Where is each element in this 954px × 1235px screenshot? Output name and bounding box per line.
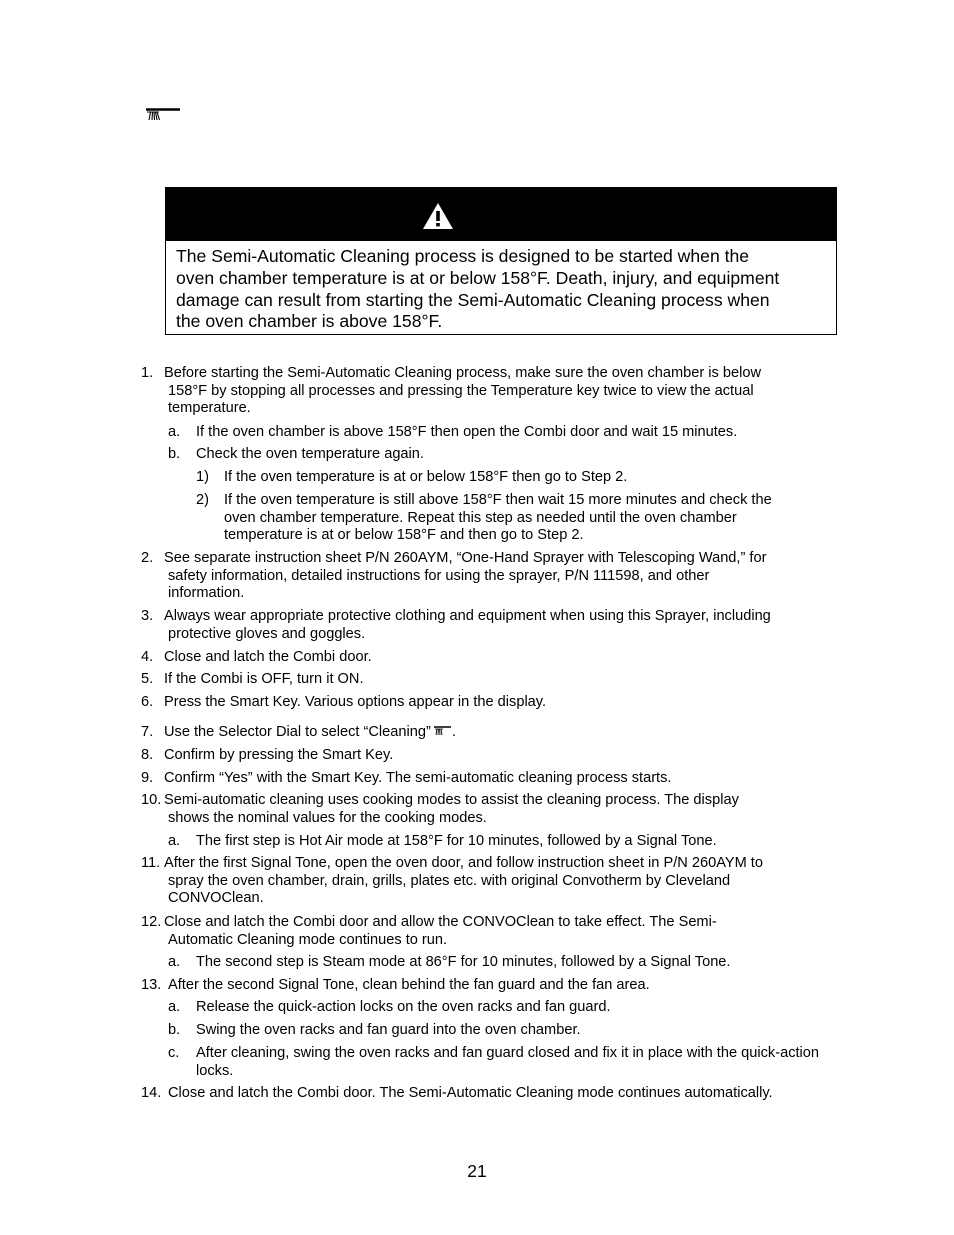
item-line: Press the Smart Key. Various options appear in the display. bbox=[164, 694, 547, 710]
item-marker: 4. bbox=[141, 649, 154, 665]
item-marker: 7. bbox=[141, 724, 154, 740]
item-marker: 10. bbox=[141, 792, 162, 808]
item-marker: a. bbox=[168, 954, 181, 970]
item-line: The first step is Hot Air mode at 158°F for 10 minutes, followed by a Signal Tone. bbox=[196, 833, 717, 849]
item-marker: 3. bbox=[141, 608, 154, 624]
page-number: 21 bbox=[467, 1161, 487, 1181]
item-line: Semi-automatic cleaning uses cooking modes to assist the cleaning process. The display bbox=[164, 792, 739, 808]
item-suffix: . bbox=[451, 724, 456, 740]
item-line: Confirm “Yes” with the Smart Key. The semi-automatic cleaning process starts. bbox=[164, 770, 672, 786]
item-marker: 8. bbox=[141, 747, 154, 763]
item-line: shows the nominal values for the cooking modes. bbox=[168, 809, 487, 826]
item-line: If the Combi is OFF, turn it ON. bbox=[164, 671, 364, 687]
item-marker: 9. bbox=[141, 770, 154, 786]
item-line: After the first Signal Tone, open the oven door, and follow instruction sheet in P/N 260AYM to bbox=[164, 855, 763, 871]
item-line: Close and latch the Combi door. bbox=[164, 649, 372, 665]
item-line: Release the quick-action locks on the oven racks and fan guard. bbox=[196, 999, 611, 1015]
item-line: temperature is at or below 158°F and then go to Step 2. bbox=[224, 527, 584, 544]
item-line: After cleaning, swing the oven racks and fan guard closed and fix it in place with the quick-action bbox=[196, 1045, 820, 1061]
item-line: If the oven temperature is at or below 158°F then go to Step 2. bbox=[224, 469, 628, 485]
item-marker: 12. bbox=[141, 914, 162, 930]
item-line: Swing the oven racks and fan guard into the oven chamber. bbox=[196, 1022, 581, 1038]
item-line: Close and latch the Combi door. The Semi-Automatic Cleaning mode continues automatically. bbox=[168, 1085, 773, 1101]
item-line: Close and latch the Combi door and allow the CONVOClean to take effect. The Semi- bbox=[164, 914, 717, 930]
item-marker: a. bbox=[168, 999, 181, 1015]
item-line: Before starting the Semi-Automatic Cleaning process, make sure the oven chamber is below bbox=[164, 365, 762, 381]
item-marker: 5. bbox=[141, 671, 154, 687]
item-line: CONVOClean. bbox=[168, 890, 264, 907]
item-line: Automatic Cleaning mode continues to run. bbox=[168, 931, 448, 948]
item-line: The second step is Steam mode at 86°F for 10 minutes, followed by a Signal Tone. bbox=[196, 954, 731, 970]
item-line: Always wear appropriate protective clothing and equipment when using this Sprayer, including bbox=[164, 608, 771, 624]
item-line: temperature. bbox=[168, 400, 251, 417]
item-marker: b. bbox=[168, 446, 181, 462]
warning-line: The Semi-Automatic Cleaning process is designed to be started when the bbox=[176, 246, 750, 266]
item-marker: 14. bbox=[141, 1085, 162, 1101]
item-marker: 1. bbox=[141, 365, 154, 381]
item-marker: 2. bbox=[141, 550, 154, 566]
item-line: Use the Selector Dial to select “Cleaning” bbox=[164, 724, 431, 740]
item-line: oven chamber temperature. Repeat this step as needed until the oven chamber bbox=[224, 509, 737, 526]
item-marker: 2) bbox=[196, 492, 209, 508]
warning-line: oven chamber temperature is at or below 158°F. Death, injury, and equipment bbox=[176, 267, 780, 288]
cleaning-spray-icon bbox=[434, 725, 452, 743]
item-marker: a. bbox=[168, 833, 181, 849]
item-line: If the oven temperature is still above 158°F then wait 15 more minutes and check the bbox=[224, 492, 772, 508]
warning-line: damage can result from starting the Semi-Automatic Cleaning process when bbox=[176, 289, 770, 310]
item-marker: 6. bbox=[141, 694, 154, 710]
item-marker: a. bbox=[168, 424, 181, 440]
item-line: locks. bbox=[196, 1062, 234, 1079]
item-line: Confirm by pressing the Smart Key. bbox=[164, 747, 394, 763]
item-line: safety information, detailed instructions for using the sprayer, P/N 111598, and other bbox=[168, 567, 710, 584]
item-line: See separate instruction sheet P/N 260AYM, “One-Hand Sprayer with Telescoping Wand,” for bbox=[164, 550, 767, 566]
item-marker: c. bbox=[168, 1045, 180, 1061]
item-marker: b. bbox=[168, 1022, 181, 1038]
item-line: After the second Signal Tone, clean behind the fan guard and the fan area. bbox=[168, 977, 650, 993]
item-line: 158°F by stopping all processes and pressing the Temperature key twice to view the actual bbox=[168, 382, 754, 399]
item-line: spray the oven chamber, drain, grills, plates etc. with original Convotherm by Cleveland bbox=[168, 872, 731, 889]
item-marker: 13. bbox=[141, 977, 162, 993]
item-line: information. bbox=[168, 585, 245, 602]
item-line: protective gloves and goggles. bbox=[168, 625, 366, 642]
item-line: If the oven chamber is above 158°F then open the Combi door and wait 15 minutes. bbox=[196, 424, 738, 440]
warning-line: the oven chamber is above 158°F. bbox=[176, 311, 443, 332]
item-marker: 11. bbox=[141, 855, 161, 871]
item-line: Check the oven temperature again. bbox=[196, 446, 424, 462]
item-marker: 1) bbox=[196, 469, 209, 485]
